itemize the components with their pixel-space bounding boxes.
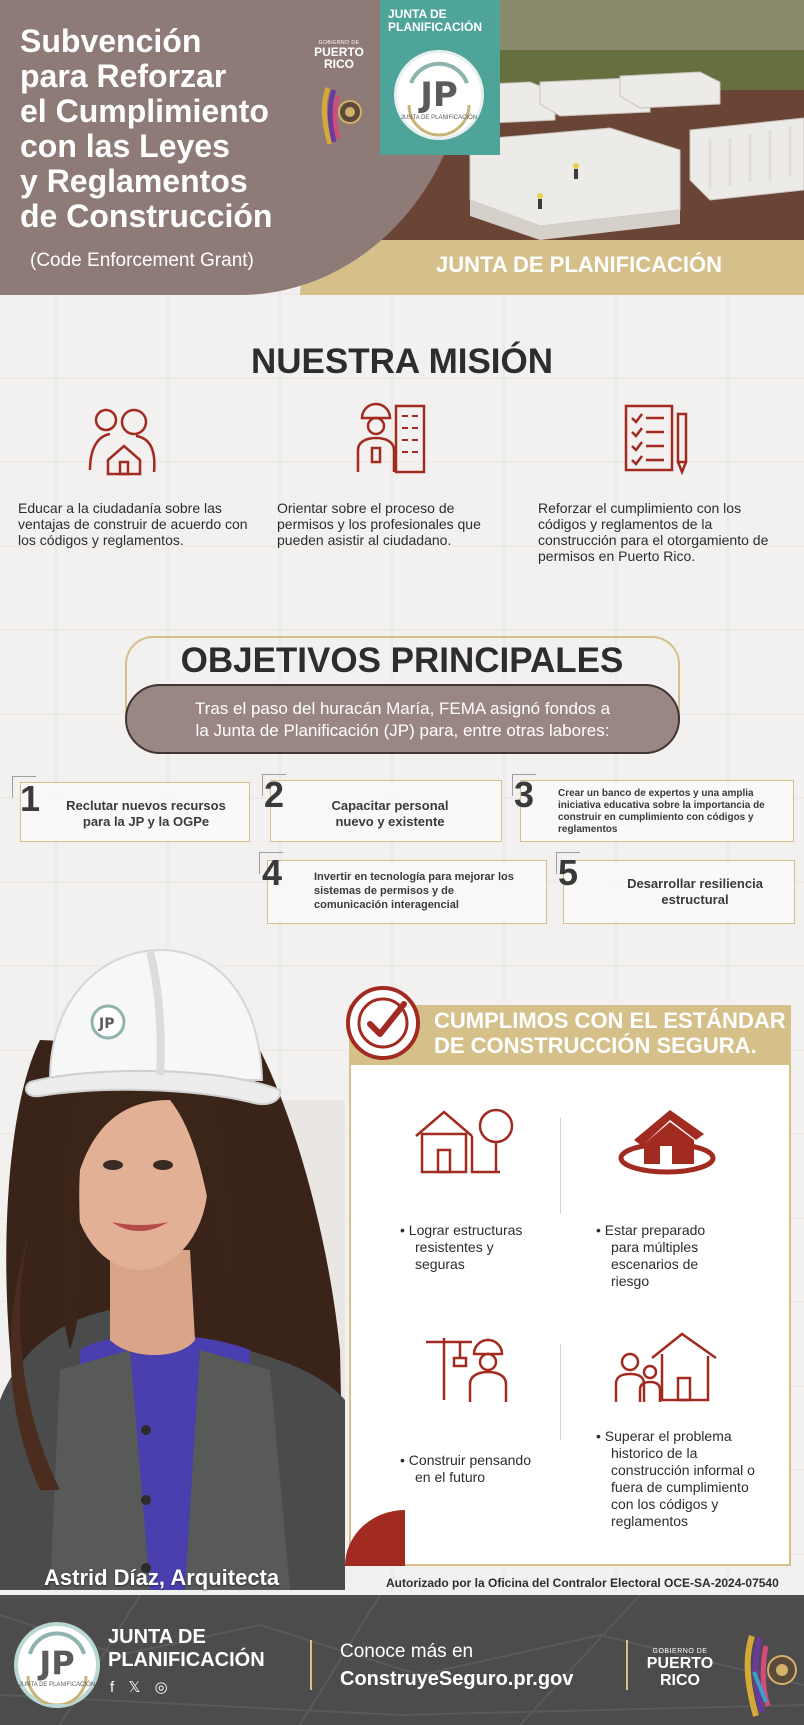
footer-separator [626,1640,628,1690]
footer-agency-name: JUNTA DE PLANIFICACIÓN [108,1626,265,1671]
pr-emblem-icon [744,1632,798,1718]
header [0,0,804,295]
standard-item-3: • Construir pensando en el futuro [400,1452,531,1485]
social-links [110,1678,178,1696]
objective-number-4: 4 [262,852,283,893]
objective-number-1: 1 [20,778,41,819]
jp-logo-letters: JP [420,75,458,115]
checkmark-icon [350,990,416,1056]
checklist-icon [618,400,698,480]
jp-logo-caption: JUNTA DE PLANIFICACIÓN [400,115,478,121]
footer-gobierno-pr-logo: GOBIERNO DE PUERTO RICO [646,1648,714,1689]
jp-logo [394,50,484,140]
page-subtitle: (Code Enforcement Grant) [30,250,254,271]
standard-item-1: • Lograr estructuras resistentes y seguras [400,1222,523,1272]
page-title: Subvención para Reforzar el Cumplimiento con las Leyes y Reglamentos de Construcción [20,23,273,234]
standard-title: CUMPLIMOS CON EL ESTÁNDAR DE CONSTRUCCIÓN SEGURA. [434,1008,786,1058]
check-badge [346,986,420,1060]
x-twitter-icon[interactable]: 𝕏 [128,1679,141,1696]
objectives-title: OBJETIVOS PRINCIPALES [180,641,624,680]
objective-text-1: Reclutar nuevos recursos para la JP y la OGPe [66,798,226,829]
svg-text:JP: JP [99,1016,115,1032]
worker-building-icon [352,400,432,480]
facebook-icon[interactable]: f [110,1679,115,1696]
footer-jp-logo: JP JUNTA DE PLANIFICACIÓN [14,1622,100,1708]
mission-item-3: Reforzar el cumplimiento con los códigos y reglamentos de la construcción para el otorgamiento de permisos en Puerto Rico. [538,500,769,564]
architect-portrait [0,930,345,1590]
instagram-icon[interactable]: ◎ [154,1679,168,1696]
agency-strip-title: JUNTA DE PLANIFICACIÓN [388,7,482,34]
learn-more-label: Conoce más en [340,1641,474,1662]
family-home-icon [84,400,164,480]
footer-separator [310,1640,312,1690]
authorization-notice: Autorizado por la Oficina del Contralor Electoral OCE-SA-2024-07540 [386,1576,779,1590]
objective-number-5: 5 [558,852,579,893]
gobierno-pr-logo: GOBIERNO DE PUERTO RICO [314,40,364,71]
divider [560,1118,561,1214]
standard-item-4: • Superar el problema historico de la construcción informal o fuera de cumplimiento con los códigos y reglamentos [596,1428,755,1529]
standard-item-2: • Estar preparado para múltiples escenarios de riesgo [596,1222,706,1289]
agency-banner-text: JUNTA DE PLANIFICACIÓN [436,252,722,277]
divider [560,1344,561,1440]
objective-text-4: Invertir en tecnología para mejorar los sistemas de permisos y de comunicación interagencial [314,871,514,911]
person-caption: Astrid Díaz, Arquitecta [44,1565,280,1590]
house-tree-icon [410,1100,520,1180]
objective-number-3: 3 [514,774,535,815]
objective-number-2: 2 [264,774,285,815]
family-house-icon [612,1328,722,1408]
mission-item-2: Orientar sobre el proceso de permisos y los profesionales que pueden asistir al ciudadano. [277,500,481,548]
crane-worker-icon [420,1328,530,1408]
agency-strip [380,0,500,155]
objective-text-3: Crear un banco de expertos y una amplia iniciativa educativa sobre la importancia de construir en cumplimiento con códigos y reglamentos [558,788,765,835]
mission-item-1: Educar a la ciudadanía sobre las ventajas de construir de acuerdo con los códigos y reglamentos. [18,500,248,548]
pr-emblem-icon [320,84,364,148]
house-protected-icon [612,1100,722,1180]
mission-title: NUESTRA MISIÓN [250,342,554,381]
objectives-intro: Tras el paso del huracán María, FEMA asignó fondos a la Junta de Planificación (JP) para, entre otras labores: [125,684,680,754]
objective-text-2: Capacitar personal nuevo y existente [331,798,449,829]
website-link[interactable]: ConstruyeSeguro.pr.gov [340,1668,574,1690]
objective-text-5: Desarrollar resiliencia estructural [627,876,763,907]
